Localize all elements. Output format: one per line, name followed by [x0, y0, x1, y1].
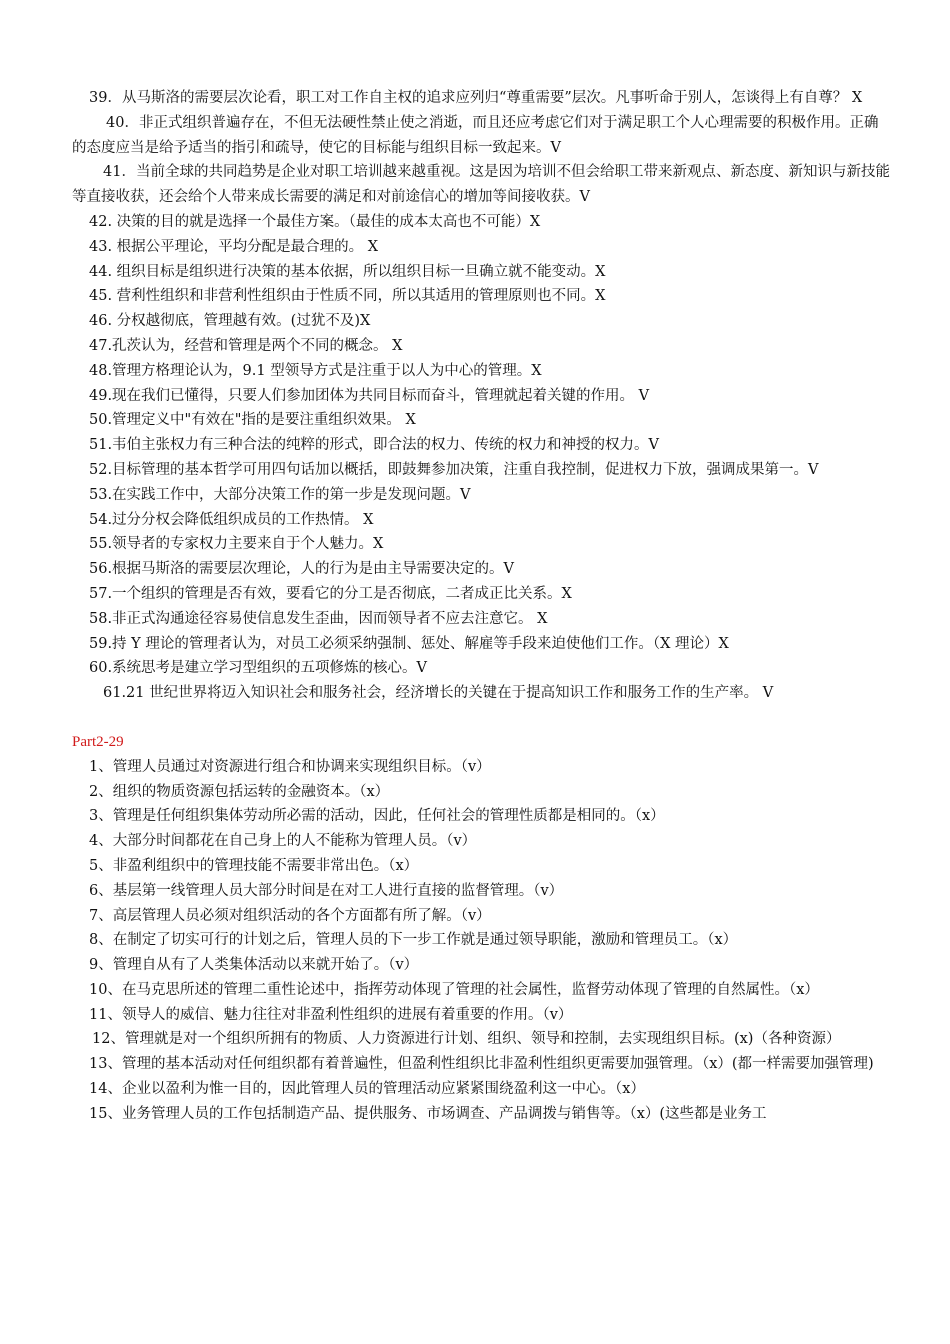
- question-53: 53.在实践工作中，大部分决策工作的第一步是发现问题。V: [89, 486, 471, 503]
- part2-question-8: 8、在制定了切实可行的计划之后，管理人员的下一步工作就是通过领导职能，激励和管理员工。（x）: [89, 932, 738, 949]
- question-46: 46. 分权越彻底，管理越有效。(过犹不及)X: [89, 313, 371, 330]
- question-57: 57.一个组织的管理是否有效，要看它的分工是否彻底，二者成正比关系。X: [89, 585, 572, 602]
- part2-question-14: 14、企业以盈利为惟一目的，因此管理人员的管理活动应紧紧围绕盈利这一中心。（x）: [89, 1081, 645, 1098]
- part2-question-15: 15、业务管理人员的工作包括制造产品、提供服务、市场调查、产品调拨与销售等。（x）(这些都是业务工: [89, 1105, 767, 1122]
- part2-question-5: 5、非盈利组织中的管理技能不需要非常出色。（x）: [89, 857, 419, 874]
- question-52: 52.目标管理的基本哲学可用四句话加以概括，即鼓舞参加决策，注重自我控制，促进权力下放，强调成果第一。V: [89, 461, 819, 478]
- question-41: 41．当前全球的共同趋势是企业对职工培训越来越重视。这是因为培训不但会给职工带来新观点、新态度、新知识与新技能等直接收获，还会给个人带来成长需要的满足和对前途信心的增加等间接收获。V: [72, 164, 890, 206]
- question-43: 43. 根据公平理论，平均分配是最合理的。 X: [89, 238, 379, 255]
- part2-question-13: 13、管理的基本活动对任何组织都有着普遍性，但盈利性组织比非盈利性组织更需要加强管理。（x）(都一样需要加强管理): [89, 1056, 874, 1073]
- part2-question-10: 10、在马克思所述的管理二重性论述中，指挥劳动体现了管理的社会属性，监督劳动体现了管理的自然属性。（x）: [89, 981, 819, 998]
- question-50: 50.管理定义中"有效在"指的是要注重组织效果。 X: [89, 412, 416, 429]
- part2-question-6: 6、基层第一线管理人员大部分时间是在对工人进行直接的监督管理。（v）: [89, 882, 564, 899]
- question-44: 44. 组织目标是组织进行决策的基本依据，所以组织目标一旦确立就不能变动。X: [89, 263, 606, 280]
- question-54: 54.过分分权会降低组织成员的工作热情。 X: [89, 511, 374, 528]
- question-60: 60.系统思考是建立学习型组织的五项修炼的核心。V: [89, 660, 428, 677]
- question-61: 61.21 世纪世界将迈入知识社会和服务社会，经济增长的关键在于提高知识工作和服务工作的生产率。 V: [103, 685, 774, 702]
- question-51: 51.韦伯主张权力有三种合法的纯粹的形式，即合法的权力、传统的权力和神授的权力。V: [89, 437, 660, 454]
- question-49: 49.现在我们已懂得，只要人们参加团体为共同目标而奋斗，管理就起着关键的作用。 V: [89, 387, 650, 404]
- question-47: 47.孔茨认为，经营和管理是两个不同的概念。 X: [89, 337, 403, 354]
- question-39: 39．从马斯洛的需要层次论看，职工对工作自主权的追求应列归“尊重需要”层次。凡事听命于别人，怎谈得上有自尊？ X: [89, 90, 863, 106]
- question-56: 56.根据马斯洛的需要层次理论，人的行为是由主导需要决定的。V: [89, 561, 515, 578]
- part-heading: Part2-29: [72, 733, 124, 750]
- part2-question-3: 3、管理是任何组织集体劳动所必需的活动，因此，任何社会的管理性质都是相同的。（x）: [89, 808, 665, 825]
- question-40: 40．非正式组织普遍存在，不但无法硬性禁止使之消逝，而且还应考虑它们对于满足职工个人心理需要的积极作用。正确的态度应当是给予适当的指引和疏导，使它的目标能与组织目标一致起来。V: [72, 114, 879, 156]
- part2-question-11: 11、领导人的威信、魅力往往对非盈利性组织的进展有着重要的作用。（v）: [89, 1006, 573, 1023]
- question-58: 58.非正式沟通途径容易使信息发生歪曲，因而领导者不应去注意它。 X: [89, 610, 548, 627]
- question-55: 55.领导者的专家权力主要来自于个人魅力。X: [89, 536, 384, 553]
- section-spacer: [72, 706, 890, 730]
- part2-question-2: 2、组织的物质资源包括运转的金融资本。（x）: [89, 783, 390, 800]
- part2-question-9: 9、管理自从有了人类集体活动以来就开始了。（v）: [89, 957, 419, 974]
- question-59: 59.持 Y 理论的管理者认为，对员工必须采纳强制、惩处、解雇等手段来迫使他们工作。（X 理论）X: [89, 635, 729, 652]
- part2-question-12: 12、管理就是对一个组织所拥有的物质、人力资源进行计划、组织、领导和控制，去实现组织目标。(x)（各种资源）: [92, 1031, 841, 1048]
- question-45: 45. 营利性组织和非营利性组织由于性质不同，所以其适用的管理原则也不同。X: [89, 288, 606, 305]
- question-42: 42. 决策的目的就是选择一个最佳方案。（最佳的成本太高也不可能）X: [89, 213, 541, 230]
- part2-question-7: 7、高层管理人员必须对组织活动的各个方面都有所了解。（v）: [89, 907, 491, 924]
- question-48: 48.管理方格理论认为，9.1 型领导方式是注重于以人为中心的管理。X: [89, 362, 542, 379]
- part2-question-1: 1、管理人员通过对资源进行组合和协调来实现组织目标。（v）: [89, 758, 491, 775]
- part2-question-4: 4、大部分时间都花在自己身上的人不能称为管理人员。（v）: [89, 833, 477, 850]
